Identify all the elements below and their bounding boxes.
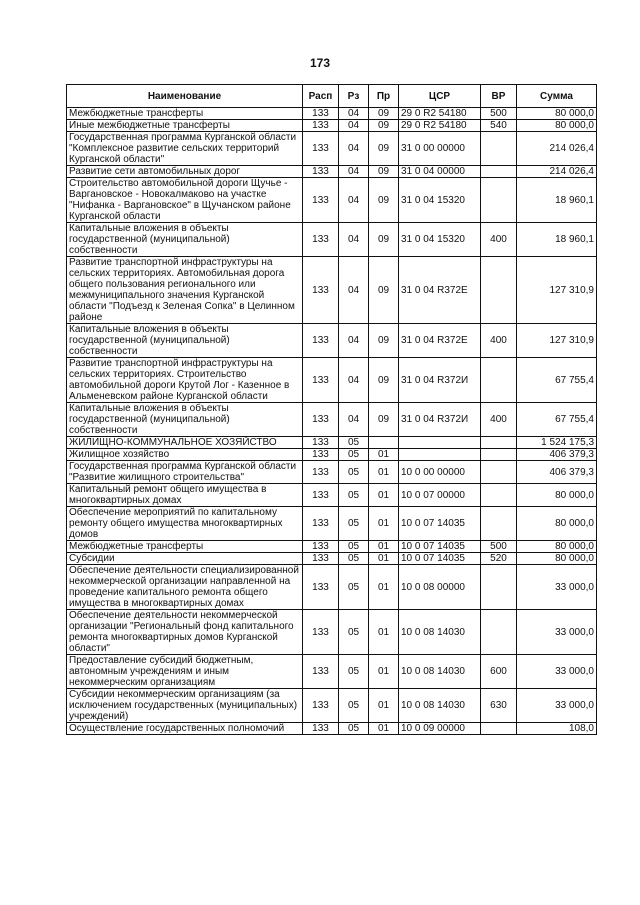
cell-rasp: 133 bbox=[303, 541, 339, 553]
cell-vr bbox=[481, 358, 517, 403]
cell-rz: 04 bbox=[339, 358, 369, 403]
cell-name: Жилищное хозяйство bbox=[67, 449, 303, 461]
cell-sum: 67 755,4 bbox=[517, 358, 597, 403]
cell-sum: 80 000,0 bbox=[517, 541, 597, 553]
cell-rz: 05 bbox=[339, 655, 369, 689]
cell-sum: 127 310,9 bbox=[517, 324, 597, 358]
cell-rz: 04 bbox=[339, 166, 369, 178]
cell-rz: 04 bbox=[339, 108, 369, 120]
cell-rz: 05 bbox=[339, 484, 369, 507]
table-row bbox=[67, 689, 597, 723]
cell-csr: 31 0 04 R372И bbox=[399, 403, 481, 437]
cell-name: Обеспечение деятельности специализированной некоммерческой организации направленной на проведение капитального ремонта общего имущества в многоквартирных домах bbox=[67, 565, 303, 610]
cell-name: Предоставление субсидий бюджетным, автономным учреждениям и иным некоммерческим организациям bbox=[67, 655, 303, 689]
cell-csr: 10 0 08 14030 bbox=[399, 610, 481, 655]
cell-rasp: 133 bbox=[303, 166, 339, 178]
cell-sum: 214 026,4 bbox=[517, 166, 597, 178]
cell-rasp: 133 bbox=[303, 655, 339, 689]
table-row bbox=[67, 565, 597, 610]
table-row bbox=[67, 120, 597, 132]
cell-csr: 31 0 04 R372E bbox=[399, 324, 481, 358]
cell-vr bbox=[481, 166, 517, 178]
cell-pr: 09 bbox=[369, 178, 399, 223]
table-header-row bbox=[67, 85, 597, 108]
cell-pr: 09 bbox=[369, 257, 399, 324]
cell-name: Обеспечение деятельности некоммерческой организации "Региональный фонд капитального ремонта многоквартирных домов Курганской области" bbox=[67, 610, 303, 655]
cell-vr bbox=[481, 178, 517, 223]
cell-name: Государственная программа Курганской области "Развитие жилищного строительства" bbox=[67, 461, 303, 484]
header-pr: Пр bbox=[369, 85, 399, 108]
cell-rasp: 133 bbox=[303, 358, 339, 403]
cell-vr bbox=[481, 507, 517, 541]
cell-pr: 09 bbox=[369, 120, 399, 132]
table-row bbox=[67, 723, 597, 735]
cell-rz: 05 bbox=[339, 507, 369, 541]
cell-vr bbox=[481, 484, 517, 507]
cell-rasp: 133 bbox=[303, 178, 339, 223]
cell-name: Иные межбюджетные трансферты bbox=[67, 120, 303, 132]
cell-rz: 05 bbox=[339, 541, 369, 553]
table-row bbox=[67, 257, 597, 324]
table-row bbox=[67, 403, 597, 437]
cell-name: Капитальные вложения в объекты государственной (муниципальной) собственности bbox=[67, 223, 303, 257]
cell-csr: 10 0 08 00000 bbox=[399, 565, 481, 610]
cell-pr bbox=[369, 437, 399, 449]
table-row bbox=[67, 132, 597, 166]
cell-rasp: 133 bbox=[303, 461, 339, 484]
cell-vr bbox=[481, 257, 517, 324]
cell-name: Капитальные вложения в объекты государственной (муниципальной) собственности bbox=[67, 403, 303, 437]
cell-sum: 80 000,0 bbox=[517, 120, 597, 132]
cell-vr: 600 bbox=[481, 655, 517, 689]
header-name: Наименование bbox=[67, 85, 303, 108]
cell-rz: 04 bbox=[339, 132, 369, 166]
table-row bbox=[67, 655, 597, 689]
cell-vr: 400 bbox=[481, 324, 517, 358]
cell-pr: 01 bbox=[369, 541, 399, 553]
cell-rz: 04 bbox=[339, 257, 369, 324]
cell-pr: 09 bbox=[369, 324, 399, 358]
cell-rz: 05 bbox=[339, 461, 369, 484]
cell-rasp: 133 bbox=[303, 610, 339, 655]
cell-pr: 01 bbox=[369, 449, 399, 461]
table-row bbox=[67, 553, 597, 565]
table-row bbox=[67, 507, 597, 541]
cell-rz: 04 bbox=[339, 403, 369, 437]
cell-sum: 18 960,1 bbox=[517, 223, 597, 257]
cell-vr bbox=[481, 449, 517, 461]
cell-pr: 09 bbox=[369, 132, 399, 166]
cell-rasp: 133 bbox=[303, 689, 339, 723]
cell-sum: 80 000,0 bbox=[517, 553, 597, 565]
cell-csr bbox=[399, 437, 481, 449]
cell-name: Обеспечение мероприятий по капитальному ремонту общего имущества многоквартирных домов bbox=[67, 507, 303, 541]
cell-csr: 10 0 07 00000 bbox=[399, 484, 481, 507]
cell-pr: 09 bbox=[369, 166, 399, 178]
cell-sum: 108,0 bbox=[517, 723, 597, 735]
cell-pr: 01 bbox=[369, 507, 399, 541]
cell-sum: 33 000,0 bbox=[517, 610, 597, 655]
cell-rasp: 133 bbox=[303, 553, 339, 565]
cell-csr: 29 0 R2 54180 bbox=[399, 120, 481, 132]
cell-csr: 10 0 00 00000 bbox=[399, 461, 481, 484]
cell-csr: 31 0 04 15320 bbox=[399, 178, 481, 223]
cell-csr: 31 0 04 15320 bbox=[399, 223, 481, 257]
table-row bbox=[67, 178, 597, 223]
header-rz: Рз bbox=[339, 85, 369, 108]
cell-pr: 01 bbox=[369, 655, 399, 689]
cell-pr: 09 bbox=[369, 223, 399, 257]
cell-rasp: 133 bbox=[303, 449, 339, 461]
cell-pr: 01 bbox=[369, 553, 399, 565]
cell-rz: 04 bbox=[339, 178, 369, 223]
cell-pr: 01 bbox=[369, 461, 399, 484]
cell-csr: 10 0 08 14030 bbox=[399, 655, 481, 689]
cell-rz: 05 bbox=[339, 449, 369, 461]
cell-sum: 406 379,3 bbox=[517, 449, 597, 461]
cell-vr bbox=[481, 610, 517, 655]
cell-name: Развитие транспортной инфраструктуры на сельских территориях. Строительство автомобильной дороги Крутой Лог - Казенное в Альменевском районе Курганской области bbox=[67, 358, 303, 403]
table-row bbox=[67, 358, 597, 403]
cell-vr: 540 bbox=[481, 120, 517, 132]
cell-vr bbox=[481, 461, 517, 484]
cell-name: Межбюджетные трансферты bbox=[67, 108, 303, 120]
table-row bbox=[67, 484, 597, 507]
cell-pr: 01 bbox=[369, 484, 399, 507]
cell-sum: 33 000,0 bbox=[517, 689, 597, 723]
cell-csr: 31 0 00 00000 bbox=[399, 132, 481, 166]
table-row bbox=[67, 108, 597, 120]
cell-vr bbox=[481, 132, 517, 166]
cell-sum: 80 000,0 bbox=[517, 108, 597, 120]
cell-rz: 05 bbox=[339, 565, 369, 610]
table-row bbox=[67, 449, 597, 461]
cell-csr: 31 0 04 R372И bbox=[399, 358, 481, 403]
cell-vr: 500 bbox=[481, 108, 517, 120]
cell-sum: 18 960,1 bbox=[517, 178, 597, 223]
cell-rasp: 133 bbox=[303, 223, 339, 257]
table-row bbox=[67, 461, 597, 484]
cell-name: Строительство автомобильной дороги Щучье - Варгановское - Новокалмаково на участке "Нифанка - Варгановское" в Щучанском районе Курганской области bbox=[67, 178, 303, 223]
table-row bbox=[67, 324, 597, 358]
cell-vr bbox=[481, 437, 517, 449]
budget-table bbox=[66, 84, 597, 735]
cell-name: Субсидии bbox=[67, 553, 303, 565]
cell-rz: 05 bbox=[339, 723, 369, 735]
cell-rasp: 133 bbox=[303, 723, 339, 735]
cell-csr: 31 0 04 00000 bbox=[399, 166, 481, 178]
cell-pr: 01 bbox=[369, 689, 399, 723]
cell-csr: 10 0 07 14035 bbox=[399, 553, 481, 565]
cell-vr: 400 bbox=[481, 223, 517, 257]
cell-pr: 09 bbox=[369, 108, 399, 120]
table-row bbox=[67, 223, 597, 257]
cell-csr: 10 0 07 14035 bbox=[399, 541, 481, 553]
cell-csr: 10 0 08 14030 bbox=[399, 689, 481, 723]
cell-name: Капитальный ремонт общего имущества в многоквартирных домах bbox=[67, 484, 303, 507]
cell-rz: 04 bbox=[339, 324, 369, 358]
cell-vr bbox=[481, 723, 517, 735]
cell-vr: 630 bbox=[481, 689, 517, 723]
table-row bbox=[67, 541, 597, 553]
cell-rasp: 133 bbox=[303, 257, 339, 324]
cell-rz: 04 bbox=[339, 223, 369, 257]
cell-name: Развитие сети автомобильных дорог bbox=[67, 166, 303, 178]
cell-rz: 05 bbox=[339, 689, 369, 723]
header-vr: ВР bbox=[481, 85, 517, 108]
cell-vr bbox=[481, 565, 517, 610]
cell-pr: 01 bbox=[369, 723, 399, 735]
cell-csr bbox=[399, 449, 481, 461]
header-sum: Сумма bbox=[517, 85, 597, 108]
cell-rasp: 133 bbox=[303, 507, 339, 541]
cell-rz: 04 bbox=[339, 120, 369, 132]
table-row bbox=[67, 437, 597, 449]
cell-sum: 127 310,9 bbox=[517, 257, 597, 324]
cell-vr: 520 bbox=[481, 553, 517, 565]
table-row bbox=[67, 610, 597, 655]
cell-pr: 09 bbox=[369, 403, 399, 437]
cell-sum: 214 026,4 bbox=[517, 132, 597, 166]
cell-pr: 01 bbox=[369, 565, 399, 610]
page-number: 173 bbox=[309, 56, 331, 70]
cell-pr: 09 bbox=[369, 358, 399, 403]
cell-rz: 05 bbox=[339, 553, 369, 565]
cell-rasp: 133 bbox=[303, 484, 339, 507]
header-csr: ЦСР bbox=[399, 85, 481, 108]
cell-sum: 1 524 175,3 bbox=[517, 437, 597, 449]
cell-sum: 67 755,4 bbox=[517, 403, 597, 437]
cell-name: ЖИЛИЩНО-КОММУНАЛЬНОЕ ХОЗЯЙСТВО bbox=[67, 437, 303, 449]
cell-rasp: 133 bbox=[303, 132, 339, 166]
cell-vr: 500 bbox=[481, 541, 517, 553]
cell-rasp: 133 bbox=[303, 403, 339, 437]
cell-csr: 10 0 07 14035 bbox=[399, 507, 481, 541]
cell-csr: 10 0 09 00000 bbox=[399, 723, 481, 735]
cell-vr: 400 bbox=[481, 403, 517, 437]
header-rasp: Расп bbox=[303, 85, 339, 108]
cell-name: Межбюджетные трансферты bbox=[67, 541, 303, 553]
cell-rasp: 133 bbox=[303, 565, 339, 610]
cell-sum: 33 000,0 bbox=[517, 565, 597, 610]
cell-rasp: 133 bbox=[303, 437, 339, 449]
cell-csr: 31 0 04 R372E bbox=[399, 257, 481, 324]
cell-rasp: 133 bbox=[303, 108, 339, 120]
cell-rasp: 133 bbox=[303, 120, 339, 132]
cell-name: Развитие транспортной инфраструктуры на сельских территориях. Автомобильная дорога общего пользования регионального или межмуниципального значения Курганской области "Подъезд к Зеленая Сопка" в Целинном районе bbox=[67, 257, 303, 324]
cell-name: Капитальные вложения в объекты государственной (муниципальной) собственности bbox=[67, 324, 303, 358]
table-body bbox=[67, 108, 597, 735]
cell-csr: 29 0 R2 54180 bbox=[399, 108, 481, 120]
cell-name: Осуществление государственных полномочий bbox=[67, 723, 303, 735]
cell-sum: 406 379,3 bbox=[517, 461, 597, 484]
cell-pr: 01 bbox=[369, 610, 399, 655]
cell-sum: 33 000,0 bbox=[517, 655, 597, 689]
cell-rz: 05 bbox=[339, 610, 369, 655]
cell-name: Субсидии некоммерческим организациям (за исключением государственных (муниципальных) учреждений) bbox=[67, 689, 303, 723]
cell-sum: 80 000,0 bbox=[517, 507, 597, 541]
cell-rz: 05 bbox=[339, 437, 369, 449]
table-row bbox=[67, 166, 597, 178]
cell-sum: 80 000,0 bbox=[517, 484, 597, 507]
cell-rasp: 133 bbox=[303, 324, 339, 358]
cell-name: Государственная программа Курганской области "Комплексное развитие сельских территорий Курганской области" bbox=[67, 132, 303, 166]
